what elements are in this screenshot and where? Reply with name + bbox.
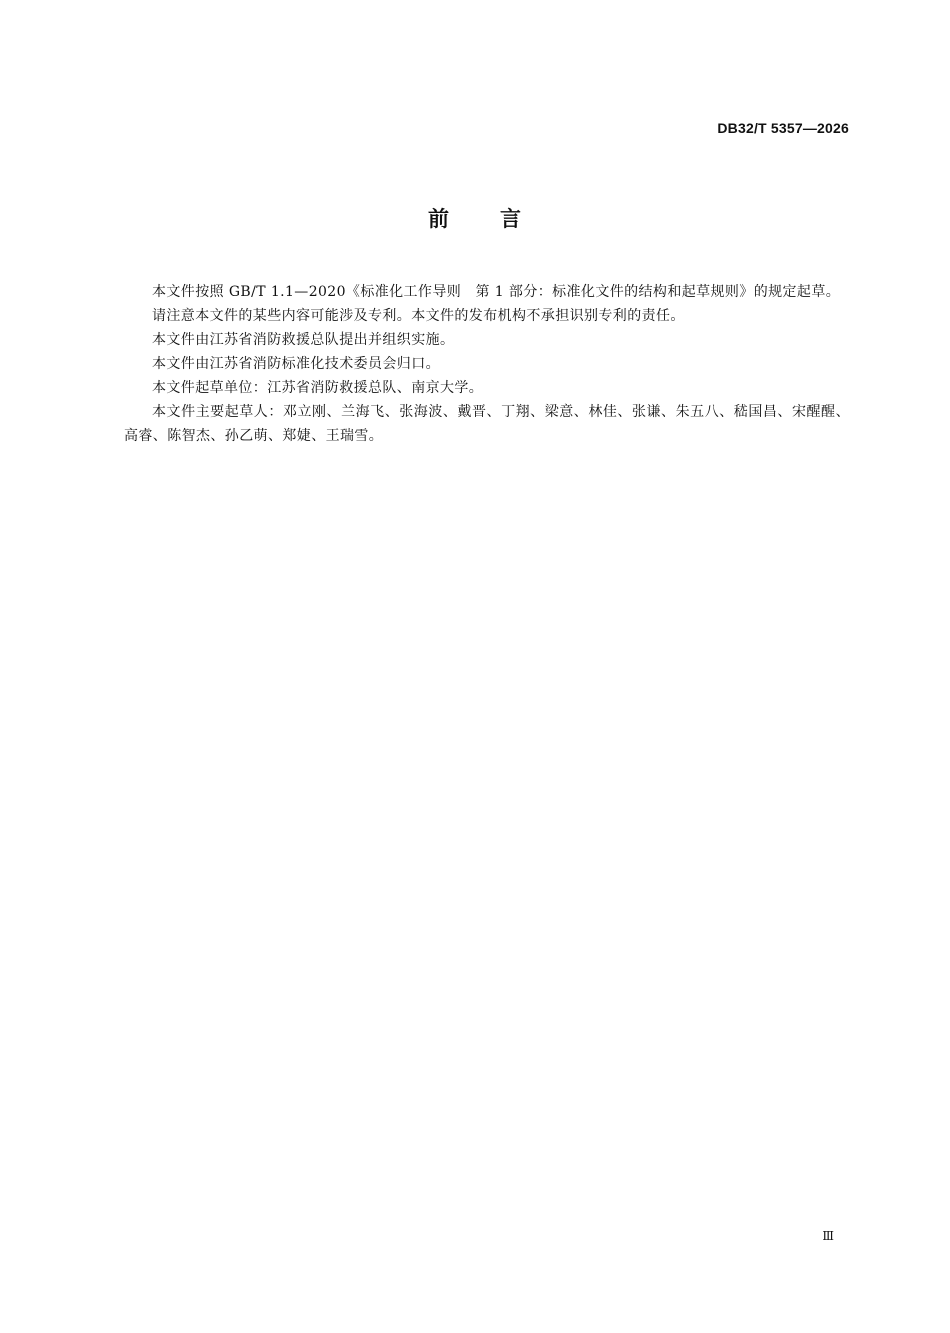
paragraph-patent-notice: 请注意本文件的某些内容可能涉及专利。本文件的发布机构不承担识别专利的责任。	[152, 308, 685, 324]
paragraph-drafters: 本文件主要起草人：邓立刚、兰海飞、张海波、戴晋、丁翔、梁意、林佳、张谦、朱五八、嵇国昌、宋醒醒、高睿、陈智杰、孙乙萌、郑婕、王瑞雪。	[124, 404, 850, 444]
foreword-body	[124, 280, 850, 448]
title-part-1: 前	[428, 207, 450, 231]
paragraph-drafting-units: 本文件起草单位：江苏省消防救援总队、南京大学。	[152, 380, 484, 396]
paragraph-committee: 本文件由江苏省消防标准化技术委员会归口。	[152, 356, 440, 372]
title-part-2: 言	[500, 207, 522, 231]
paragraph-drafting-rules: 本文件按照 GB/T 1.1—2020《标准化工作导则 第 1 部分：标准化文件的结构和起草规则》的规定起草。	[152, 284, 841, 300]
page-number: Ⅲ	[822, 1229, 834, 1243]
page-title	[0, 203, 950, 233]
paragraph-proposer: 本文件由江苏省消防救援总队提出并组织实施。	[152, 332, 455, 348]
standard-code: DB32/T 5357—2026	[717, 120, 849, 136]
